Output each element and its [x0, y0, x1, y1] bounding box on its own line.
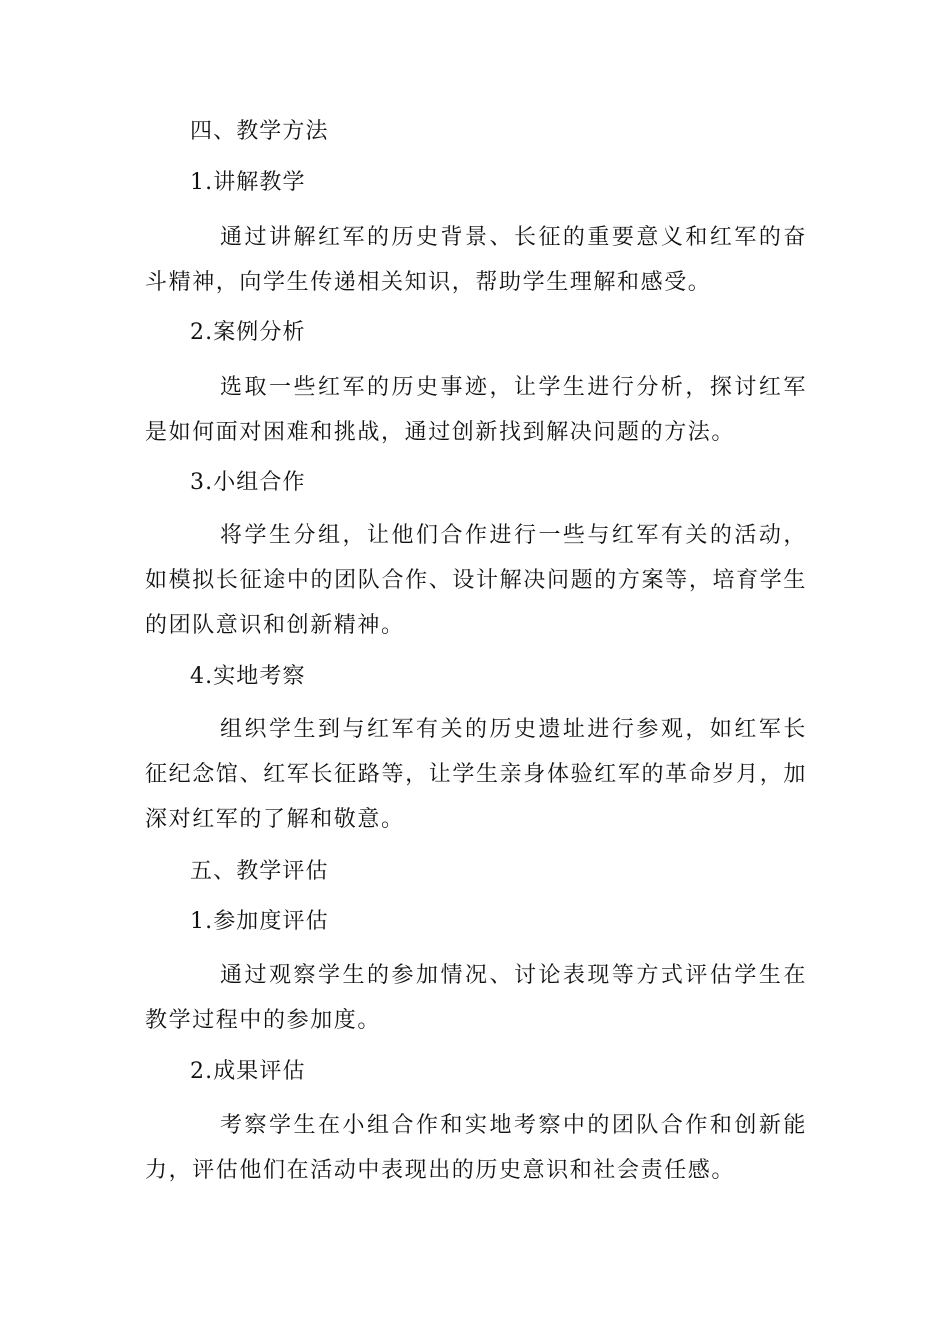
item-body-lecture: 通过讲解红军的历史背景、长征的重要意义和红军的奋斗精神，向学生传递相关知识，帮助学生理解和感受。: [145, 225, 807, 295]
item-body-outcome-evaluation: 考察学生在小组合作和实地考察中的团队合作和创新能力，评估他们在活动中表现出的历史意识和社会责任感。: [145, 1113, 807, 1183]
item-body-case-analysis: 选取一些红军的历史事迹，让学生进行分析，探讨红军是如何面对困难和挑战，通过创新找到解决问题的方法。: [145, 375, 807, 445]
item-title-case-analysis: 2.案例分析: [190, 320, 306, 345]
item-title-lecture: 1.讲解教学: [190, 170, 306, 195]
item-title-outcome-evaluation: 2.成果评估: [190, 1059, 306, 1084]
item-title-field-trip: 4.实地考察: [190, 664, 306, 689]
item-body-participation-evaluation: 通过观察学生的参加情况、讨论表现等方式评估学生在教学过程中的参加度。: [145, 963, 807, 1033]
section-heading-teaching-methods: 四、教学方法: [190, 119, 329, 144]
item-title-participation-evaluation: 1.参加度评估: [190, 909, 329, 934]
item-body-group-work: 将学生分组，让他们合作进行一些与红军有关的活动，如模拟长征途中的团队合作、设计解决问题的方案等，培育学生的团队意识和创新精神。: [145, 523, 807, 638]
section-heading-teaching-evaluation: 五、教学评估: [190, 859, 329, 884]
item-body-field-trip: 组织学生到与红军有关的历史遗址进行参观，如红军长征纪念馆、红军长征路等，让学生亲身体验红军的革命岁月，加深对红军的了解和敬意。: [145, 717, 807, 832]
item-title-group-work: 3.小组合作: [190, 470, 306, 495]
